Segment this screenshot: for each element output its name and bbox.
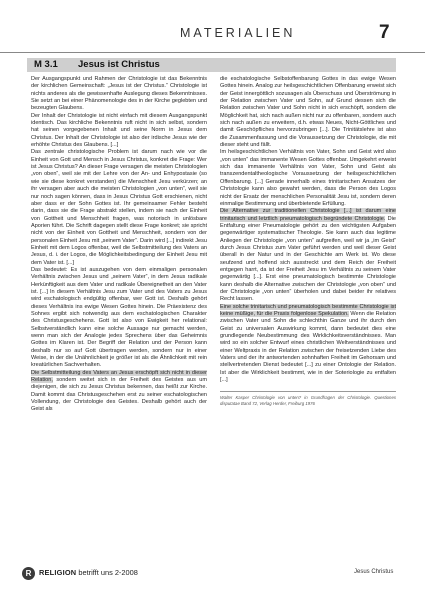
paragraph-text: Die Entfaltung einer Pneumatologie gehört zu den wichtigsten Aufgaben gegenwärtiger systematischer Theologie. Sie kann auch das legitime Anliegen der Christologie „von unten“ aufgreifen, weil wir ja „im Geist“ durch Jesus Christus zum Vater geführt werden und weil dieser Geist überall in der Natur und in der Geschichte am Werk ist. Wo diese seufzend und hoffend sich ausstreckt und dem Reich der Freiheit entgegen harrt, da ist der Freiheit Jesu im Verhältnis zu seinem Vater gegenwärtig [...]. Erst eine pneumatologisch bestimmte Christologie kann deshalb die Alternative zwischen der Christologie „von oben“ und der Christologie „von unten“ überholen und dabei beider ihr relatives Recht lassen. [220,215,396,303]
paragraph [220,304,396,385]
section-number: M 3.1 [34,59,58,70]
magazine-issue: betrifft uns 2-2008 [78,568,138,577]
highlighted-text: Die Alternative zur traditionellen Christologie [...] ist darum eine trinitarisch und letztlich pneumatologisch begründete Christologie. [220,208,396,222]
right-column [220,76,396,550]
paragraph: Der Inhalt der Christologie ist nicht einfach mit diesem Ausgangspunkt identisch. Das kirchliche Bekenntnis ruft nicht in sich selbst, sondern hat seinen vorgegebenen Inhalt und seine Norm in Jesus dem Christus. Der Inhalt der Christologie ist also der irdische Jesus wie der erhöhte Christus des Glaubens. [...] [31,112,207,149]
header-title: MATERIALIEN [180,26,296,40]
highlighted-text: Die Selbstmitteilung des Vaters an Jesus erschöpft sich nicht in dieser Relation, [31,369,207,384]
section-title: Jesus ist Christus [78,59,160,70]
magazine-logo-icon: R [22,567,35,580]
footer-topic: Jesus Christus [354,569,394,575]
paragraph-text: Wenn die Relation zwischen Vater und Sohn die schlechthin Ganze und ihr durch den Geist zu universalen Auswirkung kommt, dann bedeutet dies eine grundlegende Neubestimmung des Wirklichkeitsverständnisses. Man wird so ein solcher Entwurf eines christlichen Weltverständnisses und einer Weltpraxis in der Relation zwischen der freisetzenden Liebe des Vaters und der ihr antwortenden sohnhaften Freiheit im Gehorsam und stellvertretenden Dienst bedeutet [...] zu einer Ontologie der Relation. Ist aber die Wirklichkeit bestimmt, wie in der Soteriologie zu entfalten [...] [220,311,396,384]
paragraph: Im heilsgeschichtlichen Verhältnis von Vater, Sohn und Geist wird also „von unten“ das immanente Wesen Gottes offenbar. Umgekehrt erweist sich das immanente Verhältnis von Vater, Sohn und Geist als transzendentaltheologische Voraussetzung der heilsgeschichtlichen Offenbarung. [...] Gerade innerhalb eines trinitarischen Ansatzes der Christologie kann also gewahrt werden, dass die Person des Logos nicht der Ersatz der menschlichen Personalität Jesu ist, sondern deren einmalige Bestimmung und überbietende Erfüllung. [220,149,396,207]
paragraph: Das zentrale christologische Problem ist darum nach wie vor die Einheit von Gott und Mensch in Jesus Christus, konkret die Frage: Wer ist Jesus Christus? An dieser Frage versagen die meisten Christologien „von oben“, weil sie mit der Lehre von der An- und Enhypostasie (so wie sie diese konkret verstanden) die Menschheit Jesu verkürzen; an ihr versagen aber auch die meisten Christologien „von unten“, weil sie nur noch sagen können, dass in Jesus Christus Gott erschienen, nicht aber dass er der Sohn Gottes ist. Ihr gemeinsamer Fehler besteht darin, dass sie die Frage abstrakt stellen, indem sie nach der Einheit von Gottheit und Menschheit fragen, was notorisch in unlösbare Aporien führt. Die Schrift dagegen stellt diese Frage konkret; sie spricht nicht von der Einheit von Gottheit und Menschheit, sondern von der personalen Einheit Jesu mit „seinem Vater“. Darin wird [...] indirekt Jesu Einheit mit dem Logos offenbar, weil die Selbstmitteilung des Vaters an Jesus, d. i. der Logos, die Möglichkeitsbedingung der Einheit Jesu mit dem Vater ist. [...] [31,149,207,266]
page-number: 7 [379,22,390,43]
header-rule [0,52,425,53]
highlighted-text: Eine solche trinitarisch und pneumatologisch bestimmte Christologie ist keine müßige, für die Praxis folgenlose Spekulation. [220,303,396,317]
paragraph: Der Ausgangspunkt und Rahmen der Christologie ist das Bekenntnis der kirchlichen Gemeinschaft: „Jesus ist der Christus.“ Christologie ist nichts anderes als die gewissenhafte Auslegung dieses Bekenntnisses. Sie setzt an bei einer Phänomenologie des in der Kirche geglebten und bezeugten Glaubens. [31,76,207,112]
page-footer [0,562,425,586]
magazine-brand: RELIGION [39,568,77,577]
paragraph: Das bedeutet: Es ist auszugehen von dem einmaligen personalen Verhältnis zwischen Jesus und „seinem Vater“, in dem Jesus radikale Herkünftigkeit aus dem Vater und radikale Übereignetheit an den Vater ist. [...] In diesem Verhältnis Jesu zum Vater und des Vaters zu Jesus wird eschatologisch endgültig offenbar, wer Gott ist. Deshalb gehört dieses Verhältnis ins ewige Wesen Gottes hinein. Die Präexistenz des Sohnes ergibt sich notwendig aus dem eschatologischen Charakter des Christusgeschehens. Gott ist also von Ewigkeit her relational: Selbstverständlich kann eine solche Aussage nur gemacht werden, wenn man sich der Analogie jedes Sprechens über das Geheimnis Gottes im Klaren ist. Der Begriff der Relation und der Person kann deshalb nur so auf Gott übertragen werden, sondern nur in einer Weise, in der die Unähnlichkeit je größer ist als die Ähnlichkeit mit rein kreatürlichen Sachverhalten. [31,266,207,369]
paragraph [31,370,207,414]
magazine-title [39,568,138,577]
left-column [31,76,207,550]
paragraph [220,208,396,303]
source-citation: Walter Kasper Christologie von unten? in Grundfragen der Christologie. Questiones disputatae Band 72, Verlag Herder, Freiburg 1976 [220,391,396,406]
paragraph: die eschatologische Selbstoffenbarung Gottes in das ewige Wesen Gottes hinein. Analog zur heilsgeschichtlichen Offenbarung erweist sich der Geist innergöttlich sozusagen als Überschuss und Überströmung in der Relation zwischen Vater und Sohn, auf Grund dessen sich die Relation zwischen Vater und Sohn nicht in sich erschöpft, sondern die Möglichkeit hat, sich nach außen nicht nur zu offenbaren, sondern auch sich nach außen zu erweitern, d.h. etwas Neues, Nicht-Göttliches und damit Geschöpfliches hervorzubringen [...]. Die Trinitätslehre ist also die Zusammenfassung und die Voraussetzung der Christologie, die mit dieser steht und fällt. [220,76,396,149]
paragraph-text: sondern weitet sich in der Freiheit des Geistes aus um diejenigen, die sich zu Jesus Christus bekennen, das heißt zur Kirche. Damit kommt das Christusgeschehen erst zu seiner eschatologischen Vollendung, der Christologie des Geistes. Deshalb gehört auch der Geist als [31,377,207,413]
page-header [0,24,425,44]
